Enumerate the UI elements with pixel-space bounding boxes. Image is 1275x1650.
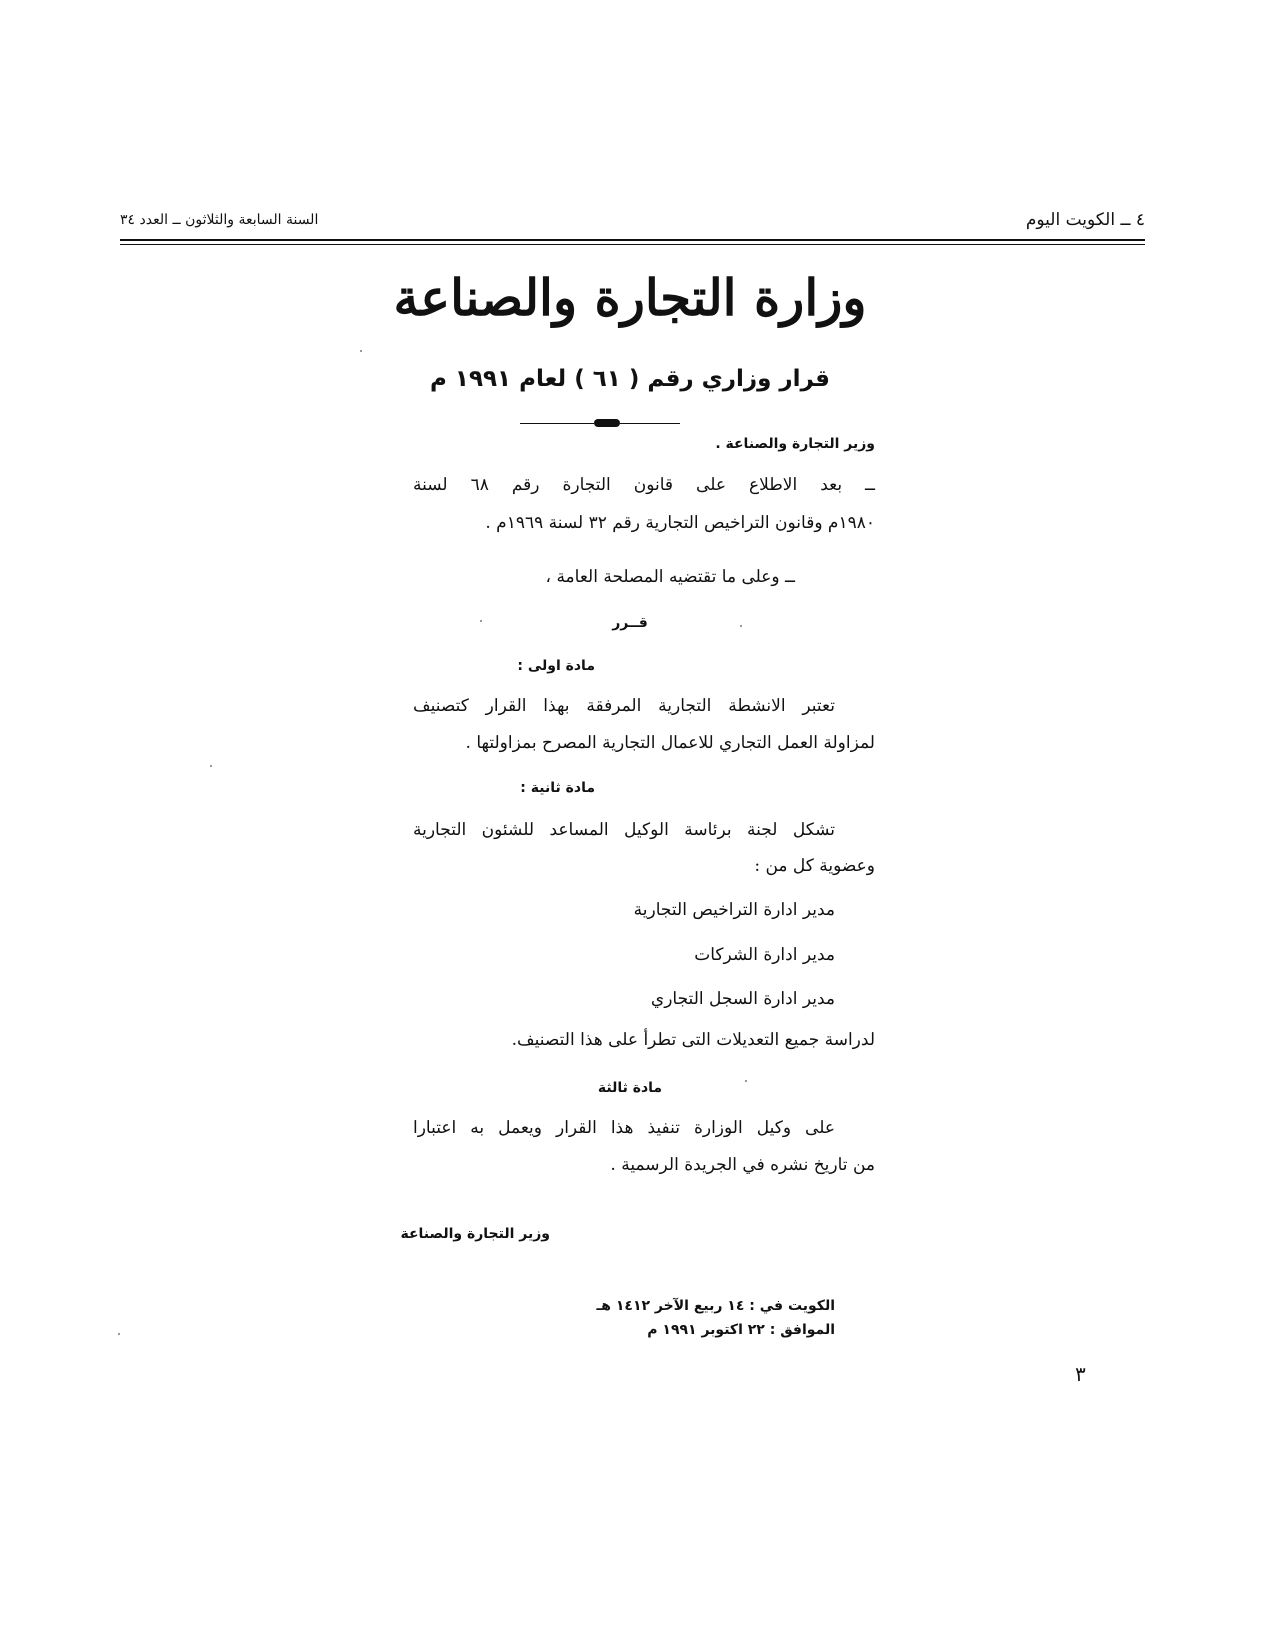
article-1-line-b: لمزاولة العمل التجاري للاعمال التجارية المصرح بمزاولتها . — [465, 733, 875, 753]
date-gregorian: الموافق : ٢٢ اكتوبر ١٩٩١ م — [647, 1322, 835, 1338]
article-1-heading: مادة اولى : — [517, 658, 595, 674]
running-header-page-publication: ٤ ــ الكويت اليوم — [1025, 210, 1145, 230]
preamble-line-1b: ١٩٨٠م وقانون التراخيص التجارية رقم ٣٢ لسنة ١٩٦٩م . — [485, 513, 875, 533]
scan-speck — [118, 1333, 120, 1335]
header-rule-thick — [120, 239, 1145, 241]
preamble-line-2: ــ وعلى ما تقتضيه المصلحة العامة ، — [545, 567, 795, 587]
scan-speck — [360, 350, 362, 352]
article-2-heading: مادة ثانية : — [520, 780, 595, 796]
date-hijri: الكويت في : ١٤ ربيع الآخر ١٤١٢ هـ — [596, 1298, 835, 1314]
ornament-line-right — [620, 423, 680, 424]
article-2-line-a: تشكل لجنة برئاسة الوكيل المساعد للشئون التجارية — [413, 820, 835, 840]
scan-speck — [480, 620, 482, 622]
article-2-line-c: لدراسة جميع التعديلات التى تطرأ على هذا التصنيف. — [511, 1030, 875, 1050]
signature-title: وزير التجارة والصناعة — [400, 1226, 550, 1242]
member-item: مدير ادارة التراخيص التجارية — [633, 900, 835, 920]
page-number-mark: ٣ — [1075, 1362, 1086, 1386]
member-item: مدير ادارة السجل التجاري — [650, 989, 835, 1009]
ornament-center — [594, 419, 620, 427]
header-rule-thin — [120, 244, 1145, 245]
decree-title: قرار وزاري رقم ( ٦١ ) لعام ١٩٩١ م — [430, 366, 830, 392]
scan-speck — [740, 625, 742, 627]
article-1-line-a: تعتبر الانشطة التجارية المرفقة بهذا القرار كتصنيف — [413, 696, 835, 716]
article-3-heading: مادة ثالثة — [597, 1080, 663, 1096]
ornament-line-left — [520, 423, 594, 424]
scan-speck — [745, 1080, 747, 1082]
article-3-line-b: من تاريخ نشره في الجريدة الرسمية . — [610, 1155, 875, 1175]
preamble-line-1a: ــ بعد الاطلاع على قانون التجارة رقم ٦٨ لسنة — [413, 475, 875, 495]
article-3-line-a: على وكيل الوزارة تنفيذ هذا القرار ويعمل به اعتبارا — [413, 1118, 835, 1138]
scan-speck — [210, 765, 212, 767]
decides-heading: قــرر — [612, 615, 648, 631]
addressee: وزير التجارة والصناعة . — [715, 436, 875, 452]
article-2-line-b: وعضوية كل من : — [754, 856, 875, 876]
running-header-year-issue: السنة السابعة والثلاثون ــ العدد ٣٤ — [120, 212, 319, 228]
ministry-title: وزارة التجارة والصناعة — [393, 268, 867, 327]
member-item: مدير ادارة الشركات — [694, 945, 835, 965]
